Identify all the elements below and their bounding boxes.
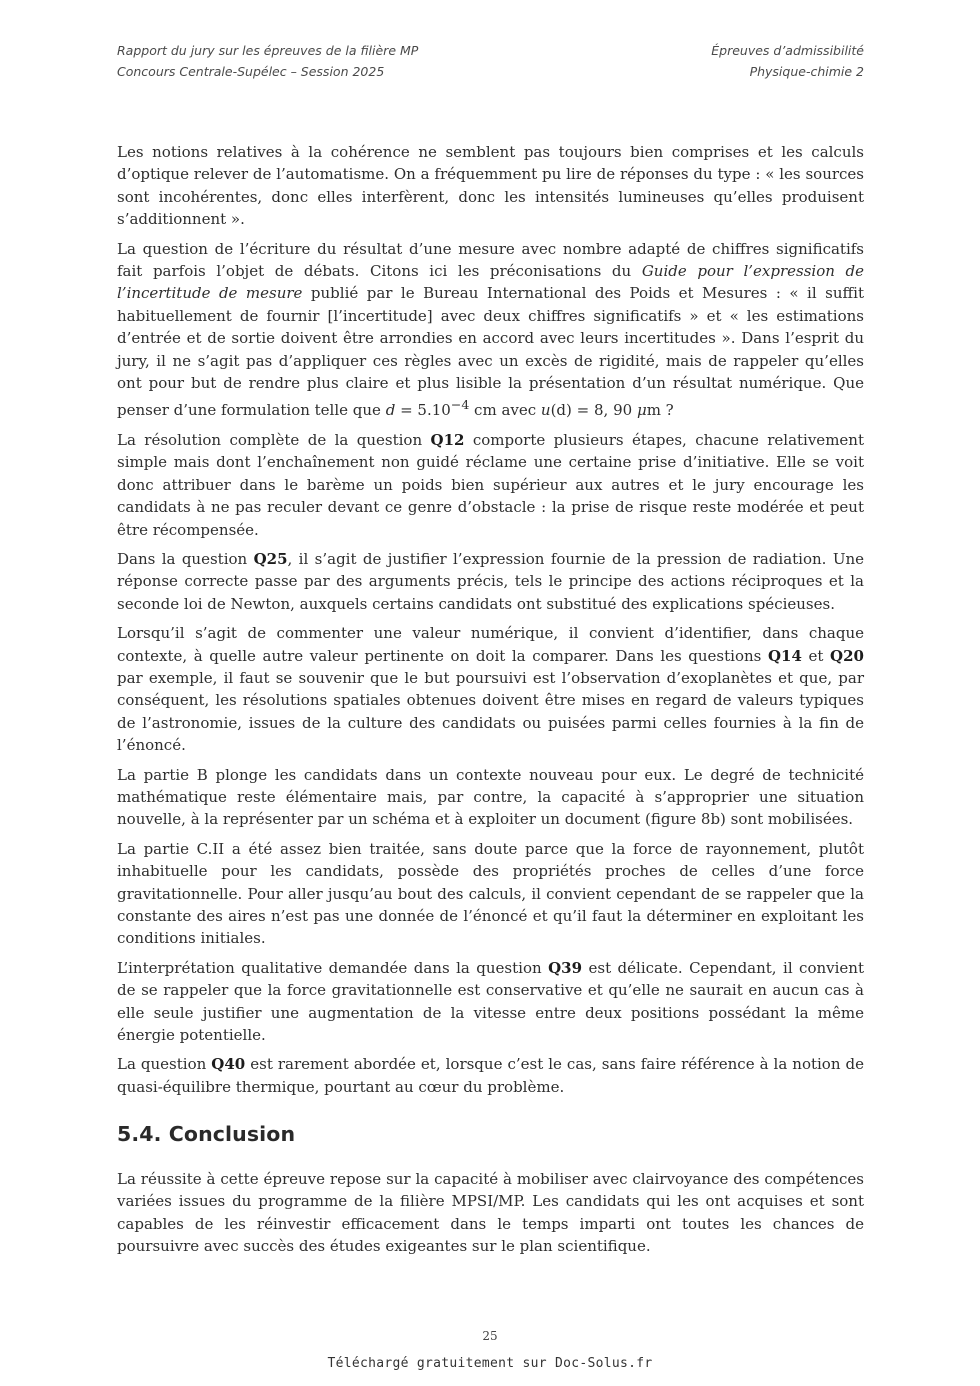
text-run: par exemple, il faut se souvenir que le but poursuivi est l’observation d’exoplanètes et que, par conséquent, les résolutions spatiales obtenues doivent être mises en regard de valeurs typiques de l’astronomie, issues de la culture des candidats ou puisées parmi celles fournies à la fin de l’énoncé. bbox=[117, 668, 864, 755]
text-run: , il s’agit de justifier l’expression fournie de la pression de radiation. Une réponse correcte passe par des arguments précis, tels le principe des actions réciproques et la seconde loi de Newton, auxquels certains candidats ont substitué des explications spécieuses. bbox=[117, 549, 864, 613]
paragraph-coherence: Les notions relatives à la cohérence ne semblent pas toujours bien comprises et les calculs d’optique relever de l’automatisme. On a fréquemment pu lire de réponses du type : « les sources sont incohérentes, donc elles interfèrent, donc les intensités lumineuses qu’elles produisent s’additionnent ». bbox=[117, 143, 864, 229]
math-text: (d) bbox=[550, 401, 572, 420]
header-report-title: Rapport du jury sur les épreuves de la filière MP bbox=[117, 43, 419, 58]
formula-example bbox=[385, 397, 674, 420]
footer-watermark: Téléchargé gratuitement sur Doc-Solus.fr bbox=[327, 1356, 653, 1371]
math-text: = 8, 90 bbox=[571, 401, 637, 420]
math-text: = 5.10 bbox=[395, 401, 451, 420]
paragraph-q39 bbox=[117, 957, 864, 1047]
paragraph-q40 bbox=[117, 1053, 864, 1098]
paragraph-conclusion: La réussite à cette épreuve repose sur la capacité à mobiliser avec clairvoyance des compétences variées issues du programme de la filière MPSI/MP. Les candidats qui les ont acquises et sont capables de les réinvestir efficacement dans le temps imparti ont toutes les chances de poursuivre avec succès des études exigeantes sur le plan scientifique. bbox=[117, 1170, 864, 1256]
text-run: Dans la question bbox=[117, 549, 254, 568]
text-run: est rarement abordée et, lorsque c’est le cas, sans faire référence à la notion de quasi-équilibre thermique, pourtant au cœur du problème. bbox=[117, 1055, 864, 1096]
page-number: 25 bbox=[482, 1329, 498, 1343]
paragraph-q25 bbox=[117, 548, 864, 615]
guide-title: Guide pour l’expression de l’incertitude de mesure bbox=[117, 262, 864, 303]
math-exponent: −4 bbox=[450, 397, 470, 413]
question-ref: Q25 bbox=[253, 549, 288, 568]
question-ref: Q39 bbox=[548, 958, 583, 977]
text-run: Lorsqu’il s’agit de commenter une valeur numérique, il convient d’identifier, dans chaque contexte, à quelle autre valeur pertinente on doit la comparer. Dans les questions bbox=[117, 624, 864, 665]
question-ref: Q14 bbox=[767, 646, 802, 665]
math-var-mu: μ bbox=[636, 401, 647, 420]
header-exam-type: Épreuves d’admissibilité bbox=[711, 43, 864, 58]
text-run: La question bbox=[117, 1055, 212, 1074]
math-text: m ? bbox=[646, 401, 674, 420]
text-run: est délicate. Cependant, il convient de se rappeler que la force gravitationnelle est conservative et qu’elle ne saurait en aucun cas à elle seule justifier une augmentation de la vitesse entre deux positions possédant la même énergie potentielle. bbox=[117, 958, 864, 1045]
math-var-d: d bbox=[385, 401, 396, 420]
text-run: publié par le Bureau International des Poids et Mesures : « il suffit habituellement de fournir [l’incertitude] avec deux chiffres significatifs » et « les estimations d’entrée et de sortie doivent être arrondies en accord avec leurs incertitudes ». Dans l’esprit du jury, il ne s’agit pas d’appliquer ces règles avec un excès de rigidité, mais de rappeler qu’elles ont pour but de rendre plus claire et plus lisible la présentation d’un résultat numérique. Que penser d’une formulation telle que bbox=[117, 284, 864, 420]
header-right bbox=[711, 40, 864, 82]
question-ref: Q40 bbox=[211, 1055, 246, 1074]
header-subject: Physique-chimie 2 bbox=[749, 64, 864, 79]
math-text: cm avec bbox=[469, 401, 541, 420]
text-run: comporte plusieurs étapes, chacune relativement simple mais dont l’enchaînement non guidé réclame une certaine prise d’initiative. Elle se voit donc attribuer dans le barème un poids bien supérieur aux autres et le jury encourage les candidats à ne pas reculer devant ce genre d’obstacle : la prise de risque reste modérée et peut être récompensée. bbox=[117, 430, 864, 539]
header-session: Concours Centrale-Supélec – Session 2025 bbox=[117, 64, 385, 79]
paragraph-partie-c2: La partie C.II a été assez bien traitée, sans doute parce que la force de rayonnement, plutôt inhabituelle pour les candidats, possède des propriétés proches de celles d’une force gravitationnelle. Pour aller jusqu’au bout des calculs, il convient cependant de se rappeler que la constante des aires n’est pas une donnée de l’énoncé et qu’il faut la déterminer en exploitant les conditions initiales. bbox=[117, 839, 864, 948]
section-heading-conclusion: 5.4. Conclusion bbox=[117, 1122, 296, 1146]
paragraph-q14-q20 bbox=[117, 622, 864, 756]
paragraph-significant-figures bbox=[117, 238, 864, 422]
text-run: et bbox=[801, 646, 831, 665]
text-run: L’interprétation qualitative demandée dans la question bbox=[117, 958, 549, 977]
report-body bbox=[117, 141, 864, 1105]
paragraph-partie-b: La partie B plonge les candidats dans un contexte nouveau pour eux. Le degré de technicité mathématique reste élémentaire mais, par contre, la capacité à s’approprier une situation nouvelle, à la représenter par un schéma et à exploiter un document (figure 8b) sont mobilisées. bbox=[117, 765, 864, 829]
paragraph-q12 bbox=[117, 429, 864, 541]
text-run: La question de l’écriture du résultat d’une mesure avec nombre adapté de chiffres significatifs fait parfois l’objet de débats. Citons ici les préconisations du bbox=[117, 239, 864, 281]
question-ref: Q12 bbox=[430, 430, 465, 449]
header-left bbox=[117, 40, 418, 82]
question-ref: Q20 bbox=[830, 646, 864, 665]
math-var-u: u bbox=[540, 401, 551, 420]
text-run: La résolution complète de la question bbox=[117, 430, 431, 449]
